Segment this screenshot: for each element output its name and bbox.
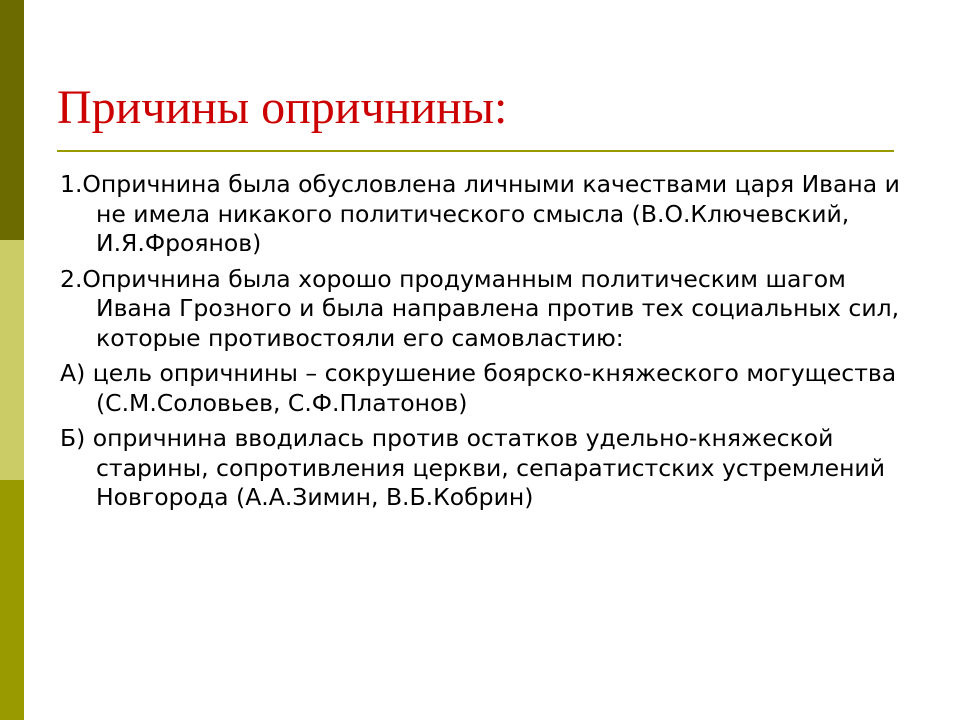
sidebar-decoration xyxy=(0,0,24,720)
sidebar-segment-olive xyxy=(0,480,24,720)
paragraph-point-a: А) цель опричнины – сокрушение боярско-княжеского могущества (С.М.Соловьев, С.Ф.Платонов) xyxy=(60,359,897,417)
paragraph-point-b: Б) опричнина вводилась против остатков удельно-княжеской старины, сопротивления церкви, сепаратистских устремлений Новгорода (А.А.Зимин, В.Б.Кобрин) xyxy=(60,424,885,511)
slide-title: Причины опричнины: xyxy=(57,81,508,134)
sidebar-segment-dark xyxy=(0,0,24,240)
paragraph-reason-2: 2.Опричнина была хорошо продуманным политическим шагом Ивана Грозного и была направлена против тех социальных сил, которые противостояли его самовластию: xyxy=(60,264,900,352)
sidebar-segment-light xyxy=(0,240,24,480)
paragraph-reason-1: 1.Опричнина была обусловлена личными качествами царя Ивана и не имела никакого политического смысла (В.О.Ключевский, И.Я.Фроянов) xyxy=(60,170,900,257)
slide-body xyxy=(60,170,920,519)
title-underline xyxy=(57,150,894,152)
